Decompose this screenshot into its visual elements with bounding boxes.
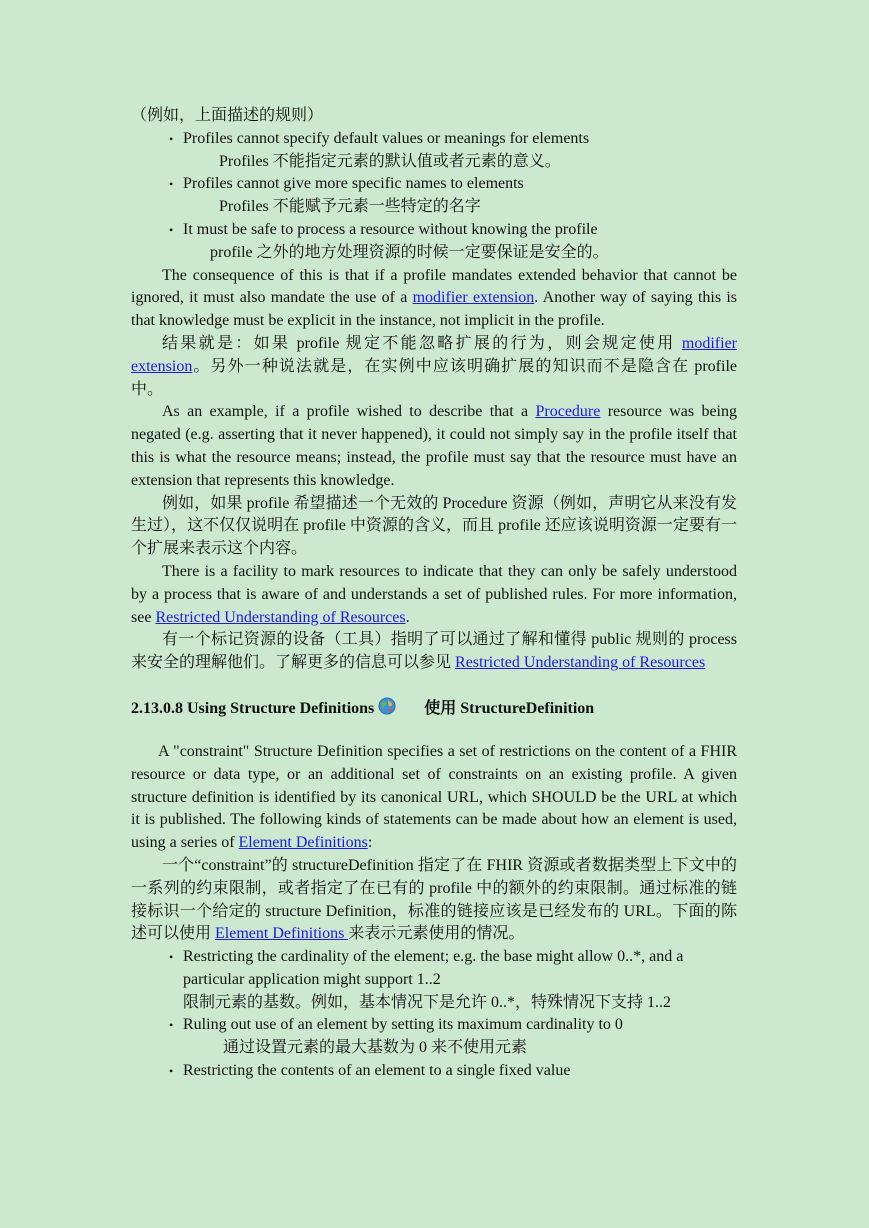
paragraph-text: 一个“constraint”的 structureDefinition 指定了在 FHIR 资源或者数据类型上下文中的一系列的约束限制，或者指定了在已有的 profile 中的额外的约束限制。通过标准的链接标识一个给定的 structure Definition，标准的链接应该是已经发布的 URL。下面的陈述可以使用 — [131, 856, 737, 943]
heading-zh: 使用 StructureDefinition — [424, 699, 595, 717]
statement-zh: 限制元素的基数。例如，基本情况下是允许 0..*，特殊情况下支持 1..2 — [183, 993, 672, 1011]
list-item — [131, 128, 737, 151]
rules-list — [131, 128, 737, 265]
element-definitions-link[interactable]: Element Definitions — [215, 925, 349, 943]
statement-en: Restricting the contents of an element to a single fixed value — [183, 1062, 571, 1080]
bullet-icon: • — [169, 131, 174, 146]
facility-paragraph-zh — [131, 629, 737, 675]
paragraph-text: As an example, if a profile wished to describe that a — [162, 403, 536, 421]
restricted-understanding-link[interactable]: Restricted Understanding of Resources — [455, 654, 706, 672]
modifier-extension-link[interactable]: modifier extension — [412, 289, 535, 307]
list-item — [131, 946, 737, 1014]
example-paragraph — [131, 401, 737, 492]
paragraph-text: 。另外一种说法就是，在实例中应该明确扩展的知识而不是隐含在 profile 中。 — [131, 357, 737, 398]
modifier-extension-link[interactable]: modifier extension — [131, 334, 737, 375]
paragraph-text: : — [367, 834, 373, 852]
intro-line: （例如，上面描述的规则） — [131, 107, 324, 124]
procedure-link[interactable]: Procedure — [535, 403, 601, 421]
statements-list — [131, 946, 737, 1083]
paragraph-text: There is a facility to mark resources to indicate that they can only be safely understood by a process that is aware of and understands a set of published rules. For more information, see — [131, 562, 737, 626]
rule-zh: Profiles 不能指定元素的默认值或者元素的意义。 — [219, 152, 561, 170]
list-item — [131, 1014, 737, 1037]
facility-paragraph — [131, 561, 737, 629]
bullet-icon: • — [169, 222, 174, 237]
rule-en: Profiles cannot give more specific names to elements — [183, 175, 524, 193]
rule-en: Profiles cannot specify default values or meanings for elements — [183, 129, 590, 147]
consequence-paragraph-zh — [131, 333, 737, 401]
rule-en: It must be safe to process a resource without knowing the profile — [183, 220, 598, 238]
paragraph-text: . Another way of saying this is that knowledge must be explicit in the instance, not implicit in the profile. — [131, 289, 737, 330]
bullet-icon: • — [169, 177, 174, 192]
paragraph-text: 有一个标记资源的设备（工具）指明了可以通过了解和懂得 public 规则的 process 来安全的理解他们。了解更多的信息可以参见 — [131, 631, 737, 672]
statement-en: Ruling out use of an element by setting its maximum cardinality to 0 — [183, 1016, 623, 1034]
element-definitions-link[interactable]: Element Definitions — [238, 834, 368, 852]
list-item — [131, 219, 737, 242]
restricted-understanding-link[interactable]: Restricted Understanding of Resources — [155, 608, 406, 626]
paragraph-text: 来表示元素使用的情况。 — [348, 925, 525, 943]
consequence-paragraph — [131, 265, 737, 333]
document-body — [131, 105, 737, 1083]
section-heading — [131, 697, 737, 721]
bullet-icon: • — [169, 1064, 174, 1079]
paragraph-text: The consequence of this is that if a profile mandates extended behavior that cannot be ignored, it must also mandate the use of a — [131, 266, 737, 307]
list-item — [131, 173, 737, 196]
paragraph-text: resource was being negated (e.g. asserting that it never happened), it could not simply say in the profile itself that this is what the resource means; instead, the profile must say that the resource must have an extension that represents this knowledge. — [131, 403, 737, 489]
example-paragraph-zh: 例如，如果 profile 希望描述一个无效的 Procedure 资源（例如，声明它从来没有发生过），这不仅仅说明在 profile 中资源的含义，而且 profile 还应该说明资源一定要有一个扩展来表示这个内容。 — [131, 494, 737, 558]
rule-zh: profile 之外的地方处理资源的时候一定要保证是安全的。 — [210, 243, 609, 261]
constraint-paragraph-zh — [131, 855, 737, 946]
heading-en: 2.13.0.8 Using Structure Definitions — [131, 699, 375, 717]
paragraph-text: 结果就是：如果 profile 规定不能忽略扩展的行为，则会规定使用 — [162, 334, 682, 352]
list-item — [131, 1060, 737, 1083]
paragraph-text: A "constraint" Structure Definition specifies a set of restrictions on the content of a FHIR resource or data type, or an additional set of constraints on an existing profile. A given structure definition is identified by its canonical URL, which SHOULD be the URL at which it is published. The following kinds of statements can be made about how an element is used, using a series of — [131, 742, 737, 852]
paragraph-text: . — [405, 608, 410, 626]
constraint-paragraph — [131, 741, 737, 855]
globe-icon[interactable] — [378, 697, 396, 715]
rule-zh: Profiles 不能赋予元素一些特定的名字 — [219, 198, 481, 216]
statement-zh: 通过设置元素的最大基数为 0 来不使用元素 — [223, 1039, 528, 1057]
bullet-icon: • — [169, 1018, 174, 1033]
statement-en: Restricting the cardinality of the element; e.g. the base might allow 0..*, and a particular application might support 1..2 — [183, 948, 684, 988]
bullet-icon: • — [169, 950, 174, 965]
